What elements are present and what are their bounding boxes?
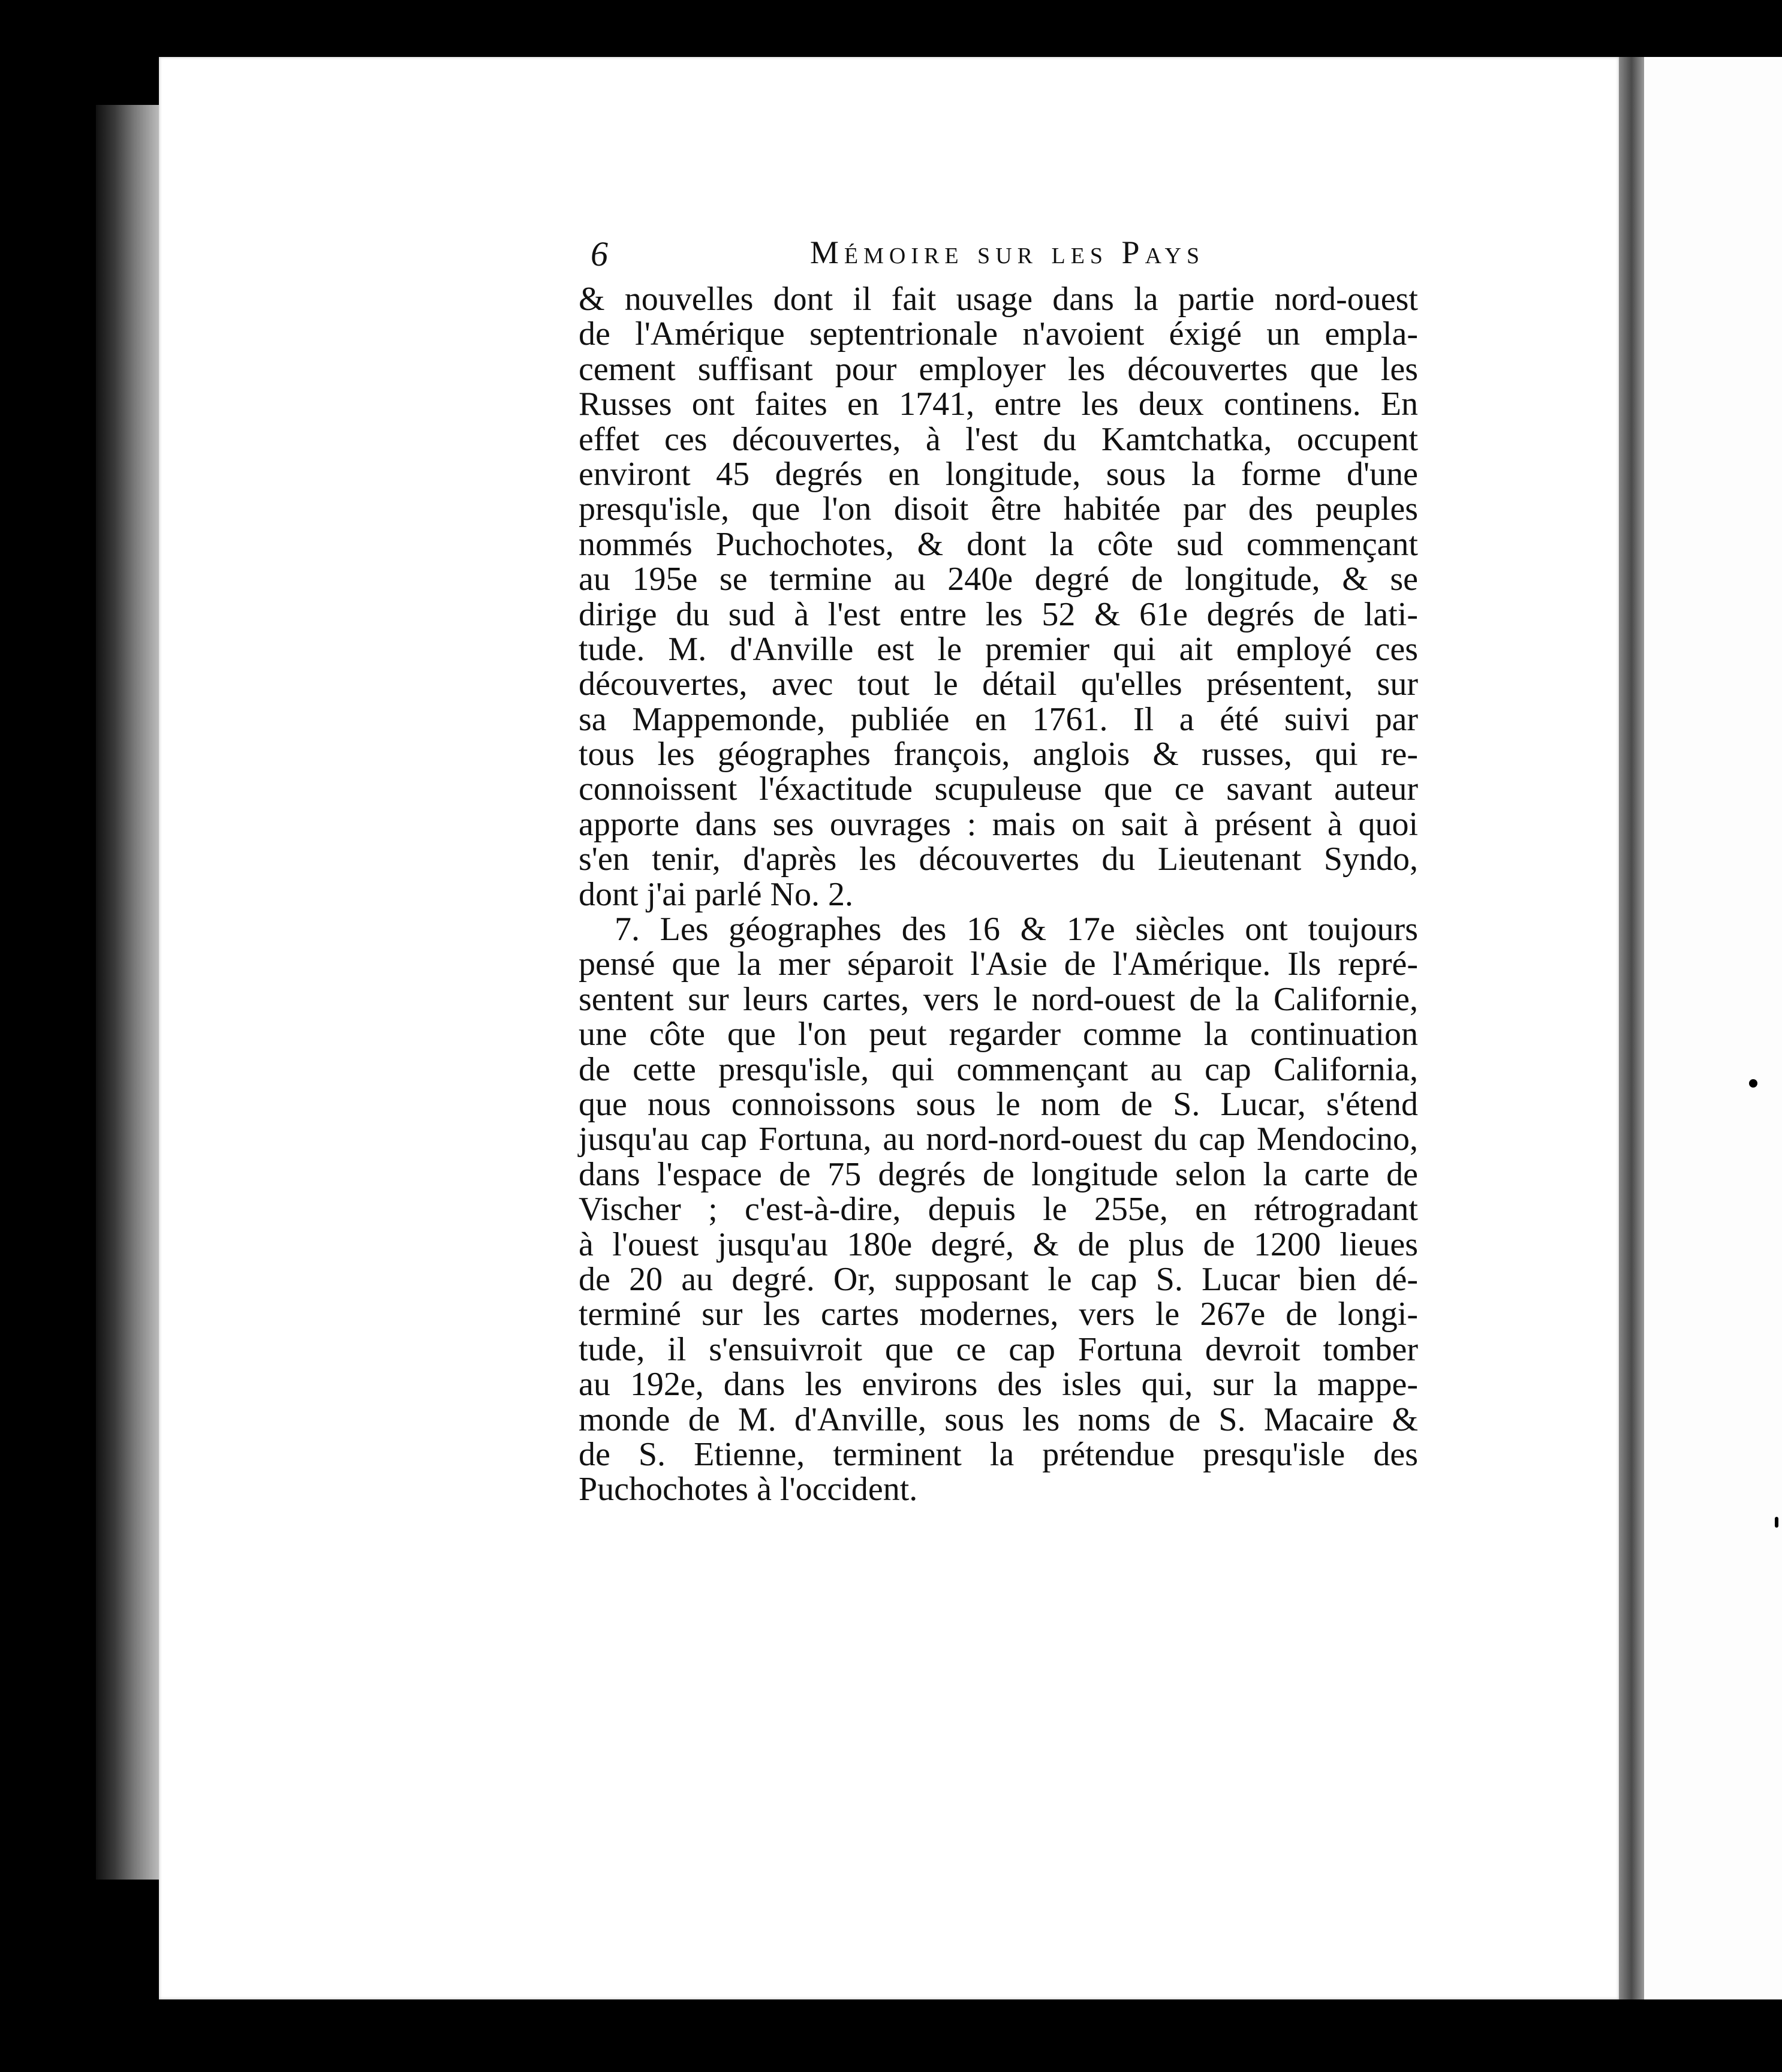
page-edge-left: [96, 105, 159, 1880]
paragraph-2: [579, 912, 1418, 1507]
text-line: sentent sur leurs cartes, vers le nord-ouest de la Californie,: [579, 980, 1418, 1018]
text-line: dans l'espace de 75 degrés de longitude selon la carte de: [579, 1155, 1418, 1193]
text-line: & nouvelles dont il fait usage dans la partie nord-ouest: [579, 281, 1418, 318]
text-line: tous les géographes françois, anglois & russes, qui re-: [579, 736, 1418, 773]
text-line: 7. Les géographes des 16 & 17e siècles ont toujours: [615, 911, 1418, 948]
ink-speck: [1775, 1517, 1778, 1528]
running-title: Mémoire sur les Pays: [809, 234, 1205, 270]
binding-gutter: [1619, 57, 1644, 1999]
body-text: [579, 282, 1418, 1507]
text-line: jusqu'au cap Fortuna, au nord-nord-ouest du cap Mendocino,: [579, 1121, 1418, 1158]
text-line: sa Mappemonde, publiée en 1761. Il a été suivi par: [579, 700, 1418, 738]
facing-page-edge: [1644, 57, 1782, 1999]
text-line: tude, il s'ensuivroit que ce cap Fortuna devroit tomber: [579, 1330, 1418, 1368]
text-line: que nous connoissons sous le nom de S. Lucar, s'étend: [579, 1085, 1418, 1123]
ink-speck: [1749, 1079, 1757, 1088]
paragraph-1: [579, 282, 1418, 912]
text-line: Puchochotes à l'occident.: [579, 1471, 918, 1508]
text-line: dont j'ai parlé No. 2.: [579, 875, 853, 913]
text-line: monde de M. d'Anville, sous les noms de S. Macaire &: [579, 1401, 1418, 1438]
page-number: 6: [591, 234, 608, 273]
text-line: environt 45 degrés en longitude, sous la forme d'une: [579, 455, 1418, 493]
text-line: terminé sur les cartes modernes, vers le 267e de longi-: [579, 1296, 1418, 1333]
text-line: pensé que la mer séparoit l'Asie de l'Amérique. Ils repré-: [579, 945, 1418, 983]
text-line: Vischer ; c'est-à-dire, depuis le 255e, en rétrogradant: [579, 1191, 1418, 1228]
text-line: dirige du sud à l'est entre les 52 & 61e degrés de lati-: [579, 595, 1418, 633]
text-line: effet ces découvertes, à l'est du Kamtchatka, occupent: [579, 420, 1418, 458]
text-line: s'en tenir, d'après les découvertes du Lieutenant Syndo,: [579, 841, 1418, 878]
text-line: découvertes, avec tout le détail qu'elles présentent, sur: [579, 665, 1418, 703]
text-line: au 195e se termine au 240e degré de longitude, & se: [579, 561, 1418, 598]
text-line: apporte dans ses ouvrages : mais on sait à présent à quoi: [579, 805, 1418, 843]
text-line: connoissent l'éxactitude scupuleuse que ce savant auteur: [579, 770, 1418, 808]
text-line: cement suffisant pour employer les découvertes que les: [579, 350, 1418, 388]
text-line: une côte que l'on peut regarder comme la continuation: [579, 1016, 1418, 1053]
text-line: presqu'isle, que l'on disoit être habitée par des peuples: [579, 490, 1418, 528]
text-line: de S. Etienne, terminent la prétendue presqu'isle des: [579, 1435, 1418, 1473]
text-line: à l'ouest jusqu'au 180e degré, & de plus de 1200 lieues: [579, 1225, 1418, 1263]
text-line: nommés Puchochotes, & dont la côte sud commençant: [579, 525, 1418, 563]
text-line: de cette presqu'isle, qui commençant au cap California,: [579, 1050, 1418, 1088]
text-line: de l'Amérique septentrionale n'avoient éxigé un empla-: [579, 315, 1418, 353]
text-line: tude. M. d'Anville est le premier qui ait employé ces: [579, 630, 1418, 668]
text-line: au 192e, dans les environs des isles qui, sur la mappe-: [579, 1366, 1418, 1404]
text-line: Russes ont faites en 1741, entre les deux continens. En: [579, 386, 1418, 423]
page-header: [591, 234, 1424, 281]
text-line: de 20 au degré. Or, supposant le cap S. Lucar bien dé-: [579, 1260, 1418, 1298]
